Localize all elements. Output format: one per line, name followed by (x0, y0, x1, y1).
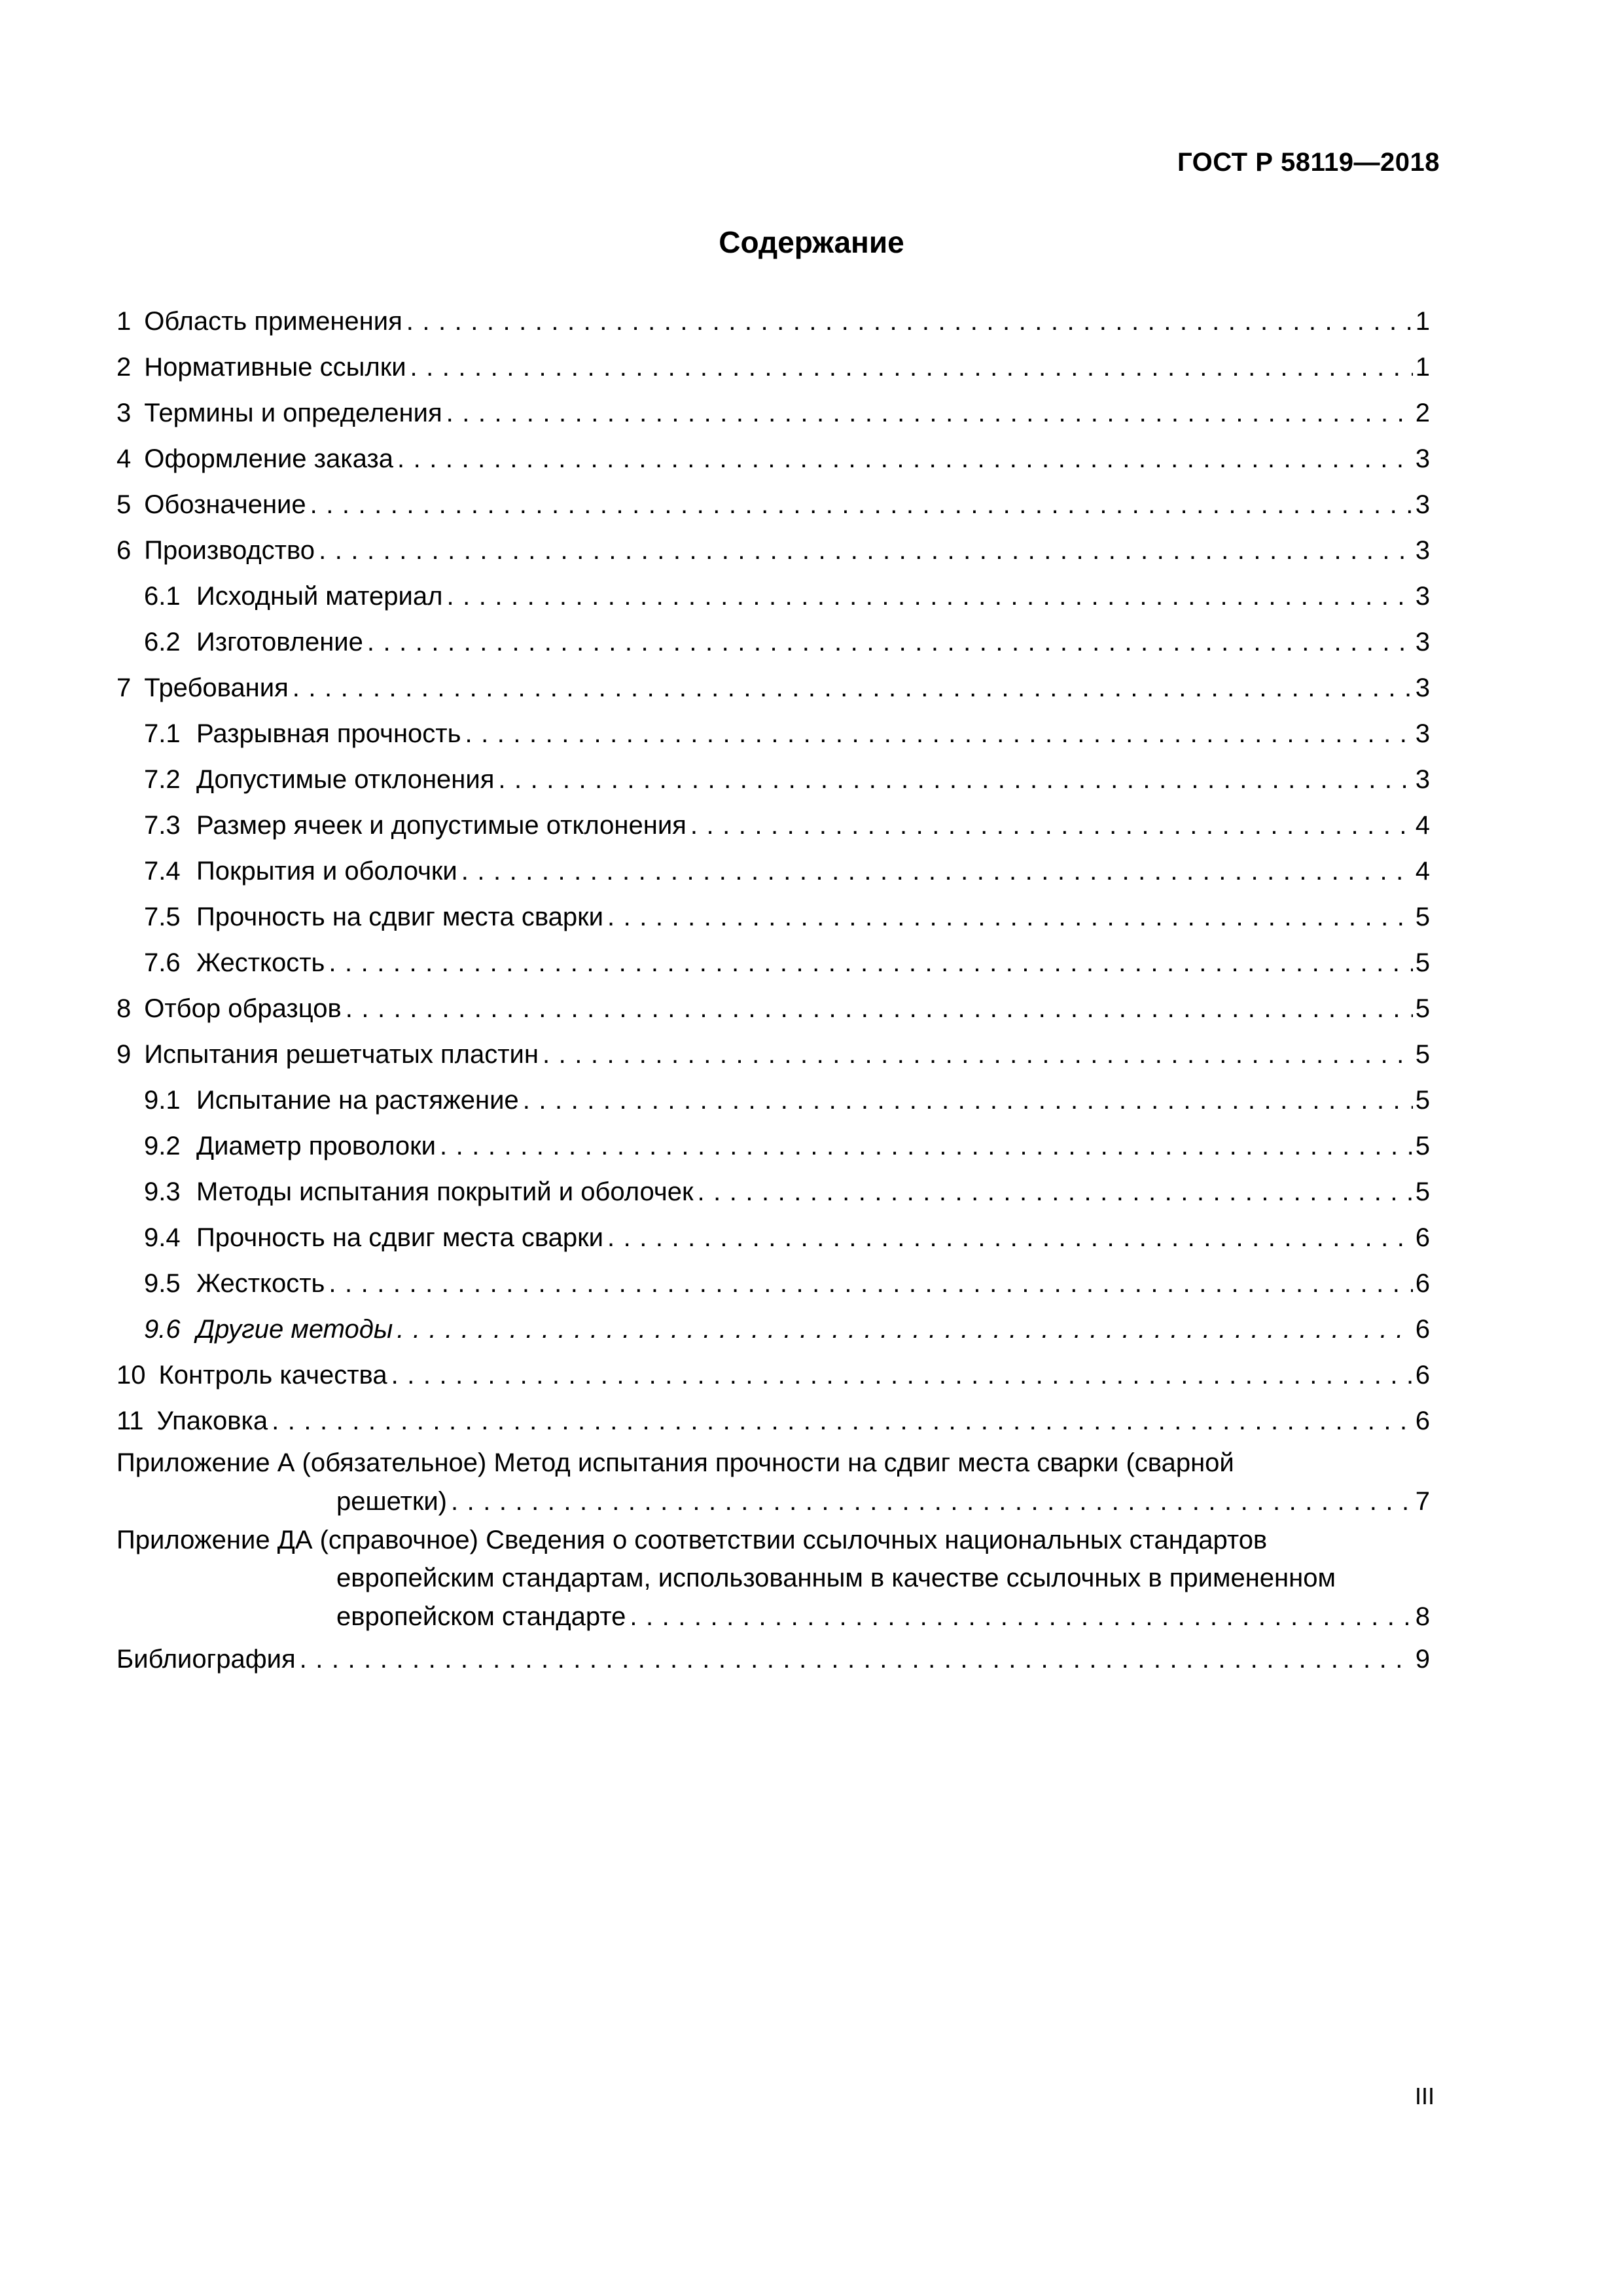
dot-leader (465, 711, 1412, 757)
toc-entry-page: 5 (1415, 1086, 1430, 1115)
dot-leader (397, 1306, 1412, 1352)
toc-entry-page: 5 (1415, 1177, 1430, 1206)
toc-entry-page: 1 (1415, 307, 1430, 336)
toc-appendix-da-line-2: европейским стандартам, использованным в качестве ссылочных в примененном (336, 1564, 1336, 1592)
toc-entry-7[interactable] (116, 665, 1430, 711)
toc-entry-10[interactable] (116, 1352, 1430, 1398)
toc-entry-page: 3 (1415, 490, 1430, 519)
toc-entry-number: 7.4 (144, 857, 181, 886)
toc-bibliography-title: Библиография (116, 1645, 296, 1674)
toc-entry-title: Термины и определения (144, 399, 442, 427)
toc-entry-number: 7.6 (144, 948, 181, 977)
toc-entry-page: 3 (1415, 444, 1430, 473)
dot-leader (293, 665, 1413, 711)
toc-entry-9-4[interactable] (116, 1215, 1430, 1261)
dot-leader (346, 986, 1413, 1031)
toc-appendix-da[interactable] (116, 1521, 1430, 1636)
toc-entry-number: 11 (116, 1407, 144, 1435)
toc-entry-number: 6.2 (144, 628, 181, 656)
toc-entry-page: 4 (1415, 857, 1430, 886)
toc-entry-number: 7.1 (144, 719, 181, 748)
dot-leader (523, 1077, 1413, 1123)
toc-entry-page: 3 (1415, 628, 1430, 656)
toc-entry-page: 5 (1415, 903, 1430, 931)
toc-entry-number: 7 (116, 673, 132, 702)
toc-entry-title: Допустимые отклонения (196, 765, 495, 794)
toc-entry-title: Покрытия и оболочки (196, 857, 457, 886)
toc-heading: Содержание (719, 225, 904, 259)
toc-entry-page: 6 (1415, 1269, 1430, 1298)
toc-entry-number: 7.3 (144, 811, 181, 840)
toc-entry-title: Оформление заказа (144, 444, 393, 473)
toc-entry-8[interactable] (116, 986, 1430, 1031)
toc-entry-number: 9.4 (144, 1223, 181, 1252)
toc-entry-7-2[interactable] (116, 757, 1430, 802)
toc-entry-9[interactable] (116, 1031, 1430, 1077)
dot-leader (690, 802, 1413, 848)
dot-leader (406, 298, 1413, 344)
dot-leader (367, 619, 1413, 665)
toc-entry-title: Жесткость (196, 948, 325, 977)
toc-appendix-da-line-1: Приложение ДА (справочное) Сведения о соответствии ссылочных национальных стандартов (116, 1526, 1268, 1554)
toc-entry-title: Испытание на растяжение (196, 1086, 519, 1115)
toc-entry-5[interactable] (116, 482, 1430, 528)
toc-entry-title: Обозначение (144, 490, 306, 519)
toc-entry-7-5[interactable] (116, 894, 1430, 940)
toc-entry-page: 1 (1415, 353, 1430, 382)
dot-leader (451, 1482, 1413, 1521)
toc-entry-number: 2 (116, 353, 132, 382)
toc-entry-number: 5 (116, 490, 132, 519)
dot-leader (319, 528, 1413, 573)
toc-entry-title: Исходный материал (196, 582, 443, 611)
toc-entry-title: Размер ячеек и допустимые отклонения (196, 811, 687, 840)
toc-entry-page: 3 (1415, 582, 1430, 611)
toc-entry-title: Диаметр проволоки (196, 1132, 436, 1160)
dot-leader (440, 1123, 1413, 1169)
dot-leader (272, 1398, 1413, 1444)
toc-entry-4[interactable] (116, 436, 1430, 482)
toc-bibliography-page: 9 (1415, 1645, 1430, 1674)
toc-entry-page: 5 (1415, 948, 1430, 977)
dot-leader (461, 848, 1413, 894)
toc-entry-7-1[interactable] (116, 711, 1430, 757)
dot-leader (498, 757, 1412, 802)
toc-entry-9-2[interactable] (116, 1123, 1430, 1169)
toc-entry-page: 3 (1415, 719, 1430, 748)
toc-entry-number: 7.5 (144, 903, 181, 931)
toc-entry-title: Разрывная прочность (196, 719, 461, 748)
toc-appendix-a-page: 7 (1415, 1487, 1430, 1516)
toc-entry-title: Область применения (144, 307, 402, 336)
toc-entry-page: 5 (1415, 994, 1430, 1023)
toc-entry-title: Контроль качества (158, 1361, 387, 1390)
dot-leader (630, 1597, 1412, 1636)
toc-entry-title: Методы испытания покрытий и оболочек (196, 1177, 694, 1206)
toc-entry-3[interactable] (116, 390, 1430, 436)
toc-entry-title: Отбор образцов (144, 994, 342, 1023)
toc-entry-page: 3 (1415, 536, 1430, 565)
toc-entry-6[interactable] (116, 528, 1430, 573)
document-code: ГОСТ Р 58119—2018 (1177, 148, 1440, 177)
toc-entry-9-3[interactable] (116, 1169, 1430, 1215)
toc-entry-page: 2 (1415, 399, 1430, 427)
toc-entry-page: 6 (1415, 1315, 1430, 1344)
dot-leader (446, 573, 1412, 619)
dot-leader (391, 1352, 1413, 1398)
toc-entry-page: 3 (1415, 673, 1430, 702)
toc-entry-9-5[interactable] (116, 1261, 1430, 1306)
dot-leader (329, 940, 1412, 986)
toc-entry-7-6[interactable] (116, 940, 1430, 986)
toc-entry-title: Испытания решетчатых пластин (144, 1040, 539, 1069)
toc-appendix-a[interactable] (116, 1444, 1430, 1521)
dot-leader (607, 1215, 1413, 1261)
toc-entry-11[interactable] (116, 1398, 1430, 1444)
dot-leader (543, 1031, 1413, 1077)
toc-entry-number: 4 (116, 444, 132, 473)
toc-entry-number: 9.6 (144, 1315, 181, 1344)
dot-leader (410, 344, 1413, 390)
toc-entry-7-4[interactable] (116, 848, 1430, 894)
dot-leader (697, 1169, 1412, 1215)
toc-entry-number: 6 (116, 536, 132, 565)
toc-entry-number: 8 (116, 994, 132, 1023)
toc-entry-number: 9.1 (144, 1086, 181, 1115)
toc-entry-page: 6 (1415, 1361, 1430, 1390)
toc-entry-title: Жесткость (196, 1269, 325, 1298)
toc-entry-title: Прочность на сдвиг места сварки (196, 903, 604, 931)
toc-entry-9-6[interactable] (116, 1306, 1430, 1352)
toc-entry-title: Прочность на сдвиг места сварки (196, 1223, 604, 1252)
toc-entry-9-1[interactable] (116, 1077, 1430, 1123)
dot-leader (607, 894, 1413, 940)
dot-leader (329, 1261, 1412, 1306)
toc-appendix-da-line-3: европейском стандарте (336, 1602, 626, 1631)
toc-entry-page: 6 (1415, 1407, 1430, 1435)
toc-appendix-da-page: 8 (1415, 1602, 1430, 1631)
toc-entry-number: 6.1 (144, 582, 181, 611)
toc-entry-page: 5 (1415, 1132, 1430, 1160)
toc-bibliography[interactable] (116, 1636, 1430, 1682)
toc-entry-number: 1 (116, 307, 132, 336)
toc-entry-page: 3 (1415, 765, 1430, 794)
toc-entry-number: 9.2 (144, 1132, 181, 1160)
toc-entry-title: Нормативные ссылки (144, 353, 406, 382)
toc-entry-6-1[interactable] (116, 573, 1430, 619)
toc-entry-title: Производство (144, 536, 315, 565)
toc-entry-1[interactable] (116, 298, 1430, 344)
dot-leader (397, 436, 1413, 482)
toc-entry-number: 9 (116, 1040, 132, 1069)
toc-entry-number: 3 (116, 399, 132, 427)
toc-entry-number: 9.3 (144, 1177, 181, 1206)
table-of-contents (116, 298, 1430, 1682)
toc-entry-title: Упаковка (156, 1407, 268, 1435)
dot-leader (300, 1636, 1413, 1682)
toc-appendix-a-line-2: решетки) (336, 1487, 447, 1516)
toc-entry-6-2[interactable] (116, 619, 1430, 665)
toc-entry-number: 9.5 (144, 1269, 181, 1298)
toc-appendix-a-line-1: Приложение А (обязательное) Метод испытания прочности на сдвиг места сварки (сварной (116, 1448, 1234, 1477)
dot-leader (310, 482, 1413, 528)
toc-entry-title: Требования (144, 673, 289, 702)
toc-entry-title: Другие методы (196, 1315, 393, 1344)
toc-entry-title: Изготовление (196, 628, 363, 656)
page-number: III (1414, 2083, 1435, 2109)
toc-entry-page: 5 (1415, 1040, 1430, 1069)
toc-entry-page: 6 (1415, 1223, 1430, 1252)
toc-entry-2[interactable] (116, 344, 1430, 390)
toc-entry-number: 10 (116, 1361, 146, 1390)
toc-entry-page: 4 (1415, 811, 1430, 840)
toc-entry-7-3[interactable] (116, 802, 1430, 848)
dot-leader (446, 390, 1413, 436)
toc-entry-number: 7.2 (144, 765, 181, 794)
